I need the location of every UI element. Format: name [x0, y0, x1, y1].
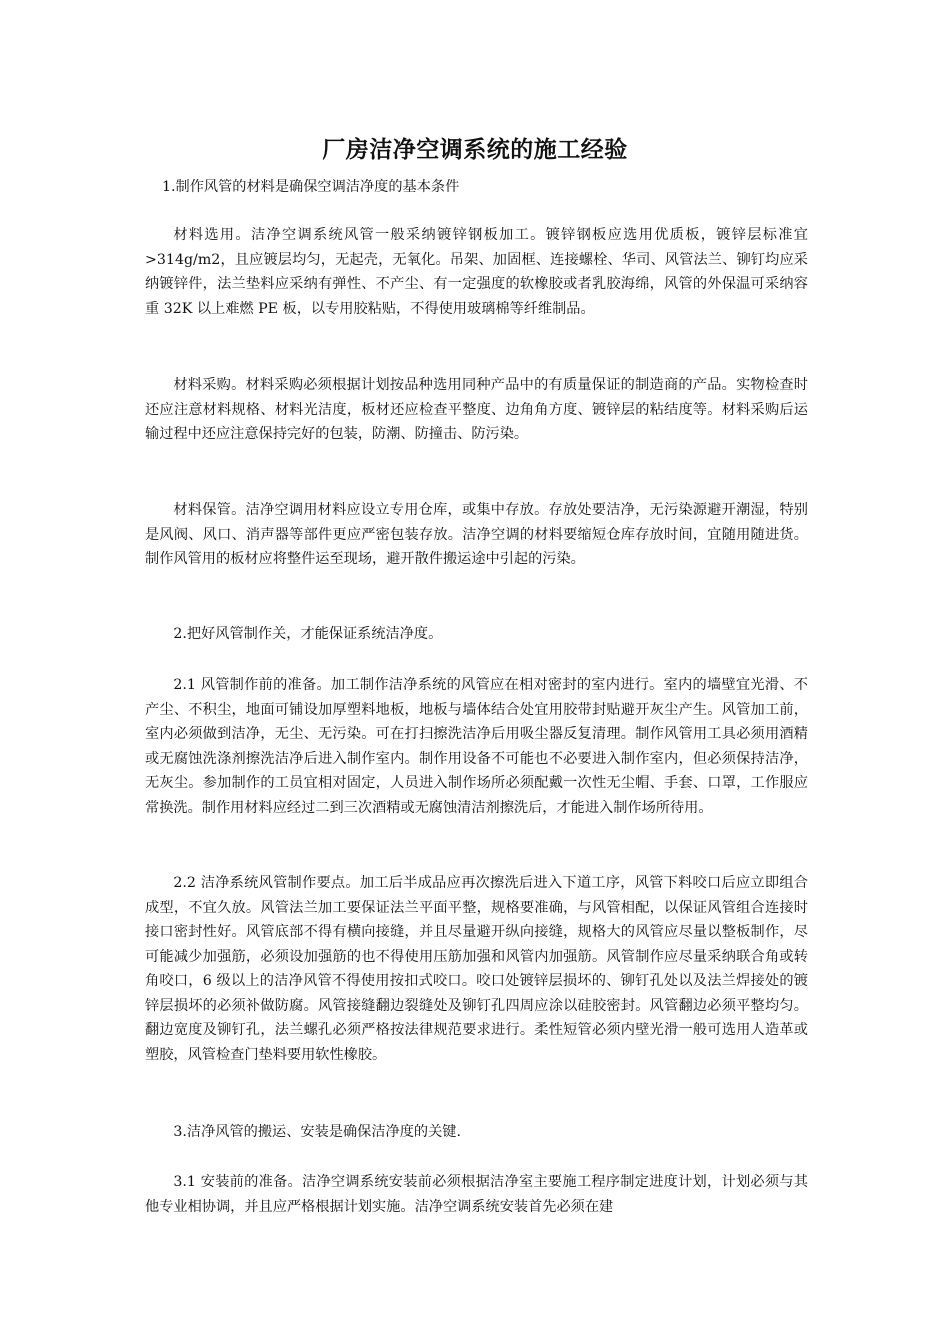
paragraph-material-storage: 材料保管。洁净空调用材料应设立专用仓库，或集中存放。存放处要洁净，无污染源避开潮湿，特别是风阀、风口、消声器等部件更应严密包装存放。洁净空调的材料要缩短仓库存放时间，宜随用随进货。制作风管用的板材应将整件运至现场，避开散件搬运途中引起的污染。 — [145, 502, 808, 567]
paragraph-duct-key-points: 2.2 洁净系统风管制作要点。加工后半成品应再次擦洗后进入下道工序，风管下料咬口后应立即组合成型，不宜久放。风管法兰加工要保证法兰平面平整，规格要准确，与风管相配，以保证风管组合连接时接口密封性好。风管底部不得有横向接缝，并且尽量避开纵向接缝，规格大的风管应尽量以整板制作，尽可能减少加强筋，必须设加强筋的也不得使用压筋加强和风管内加强筋。风管制作应尽量采纳联合角或转角咬口，6 级以上的洁净风管不得使用按扣式咬口。咬口处镀锌层损坏的、铆钉孔处以及法兰焊接处的镀锌层损坏的必须补做防腐。风管接缝翻边裂缝处及铆钉孔四周应涂以硅胶密封。风管翻边必须平整均匀。翻边宽度及铆钉孔，法兰螺孔必须严格按法律规范要求进行。柔性短管必须内壁光滑一般可选用人造革或塑胶，风管检查门垫料要用软性橡胶。 — [145, 875, 808, 1063]
paragraph-duct-preparation: 2.1 风管制作前的准备。加工制作洁净系统的风管应在相对密封的室内进行。室内的墙壁宜光滑、不产尘、不积尘，地面可铺设加厚塑料地板，地板与墙体结合处宜用胶带封贴避开灰尘产生。风管加工前，室内必须做到洁净，无尘、无污染。可在打扫擦洗洁净后用吸尘器反复清理。制作风管用工具必须用酒精或无腐蚀洗涤剂擦洗洁净后进入制作室内。制作用设备不可能也不必要进入制作室内，但必须保持洁净，无灰尘。参加制作的工员宜相对固定，人员进入制作场所必须配戴一次性无尘帽、手套、口罩，工作服应常换洗。制作用材料应经过二到三次酒精或无腐蚀清洁剂擦洗后，才能进入制作场所待用。 — [145, 677, 808, 816]
section-heading-3: 3.洁净风管的搬运、安装是确保洁净度的关键. — [173, 1124, 462, 1140]
document-title: 厂房洁净空调系统的施工经验 — [322, 136, 628, 163]
section-heading-1: 1.制作风管的材料是确保空调洁净度的基本条件 — [162, 179, 460, 195]
paragraph-material-selection: 材料选用。洁净空调系统风管一般采纳镀锌钢板加工。镀锌钢板应选用优质板，镀锌层标准宜>314g/m2，且应镀层均匀，无起壳，无氧化。吊架、加固框、连接螺栓、华司、风管法兰、铆钉均应采纳镀锌件，法兰垫料应采纳有弹性、不产尘、有一定强度的软橡胶或者乳胶海绵，风管的外保温可采纳容重 32K 以上难燃 PE 板，以专用胶粘贴，不得使用玻璃棉等纤维制品。 — [145, 227, 808, 317]
paragraph-install-preparation: 3.1 安装前的准备。洁净空调系统安装前必须根据洁净室主要施工程序制定进度计划，计划必须与其他专业相协调，并且应严格根据计划实施。洁净空调系统安装首先必须在建 — [145, 1174, 808, 1215]
section-heading-2: 2.把好风管制作关，才能保证系统洁净度。 — [173, 626, 443, 642]
paragraph-material-purchase: 材料采购。材料采购必须根据计划按品种选用同种产品中的有质量保证的制造商的产品。实物检查时还应注意材料规格、材料光洁度，板材还应检查平整度、边角角方度、镀锌层的粘结度等。材料采购后运输过程中还应注意保持完好的包装，防潮、防撞击、防污染。 — [145, 377, 808, 442]
